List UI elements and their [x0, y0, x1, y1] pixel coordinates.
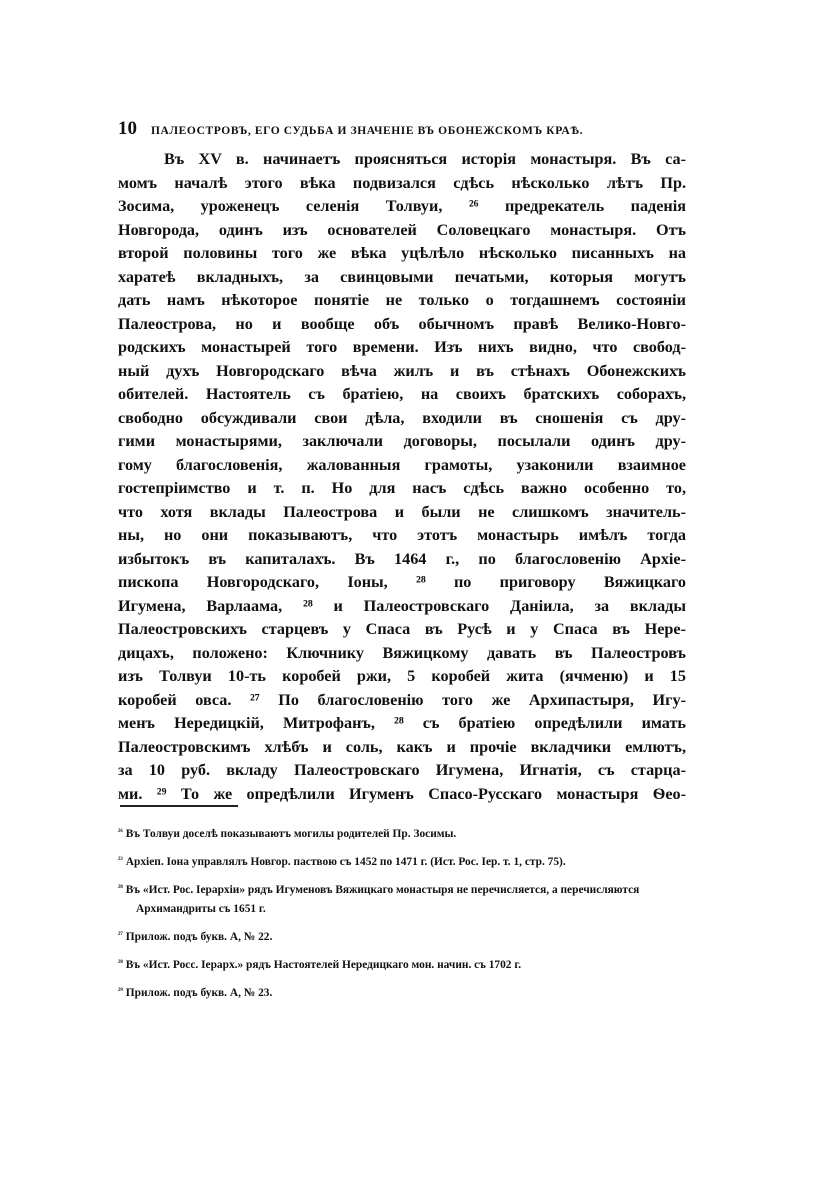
text-line: момъ началѣ этого вѣка подвизался сдѣсь нѣсколько лѣтъ Пр. [118, 173, 686, 192]
page-number: 10 [118, 118, 137, 139]
text-line: Палеострова, но и вообще объ обычномъ правѣ Велико-Новго- [118, 314, 686, 333]
footnote-number: ²⁹ [118, 986, 123, 995]
footnote-text: Прилож. подъ букв. А, № 22. [125, 931, 273, 943]
text-line: что хотя вклады Палеострова и были не слишкомъ значитель- [118, 502, 686, 521]
text-line: гостепріимство и т. п. Но для насъ сдѣсь важно особенно то, [118, 479, 686, 497]
text-line: ны, но они показываютъ, что этотъ монастырь имѣлъ тогда [118, 526, 686, 544]
footnote-number: ²⁸ [118, 958, 123, 967]
text-line: Палеостровскихъ старцевъ у Спаса въ Русѣ и у Спаса въ Нере- [118, 620, 686, 638]
footnote-text: Прилож. подъ букв. А, № 23. [125, 987, 273, 999]
text-line: ми. ²⁹ То же опредѣлили Игуменъ Спасо-Русскаго монастыря Ѳео- [118, 784, 686, 803]
text-line: Игумена, Варлаама, ²⁸ и Палеостровскаго Даніила, за вклады [118, 596, 686, 615]
text-line: обителей. Настоятель съ братіею, на своихъ братскихъ соборахъ, [118, 385, 686, 403]
text-line: пископа Новгородскаго, Іоны, ²⁸ по приговору Вяжицкаго [118, 573, 686, 591]
text-line: изъ Толвуи 10-ть коробей ржи, 5 коробей жита (ячменю) и 15 [118, 667, 686, 685]
text-line: коробей овса. ²⁷ По благословенію того же Архипастыря, Игу- [118, 690, 686, 709]
text-line: менъ Нередицкій, Митрофанъ, ²⁸ съ братіею опредѣлили имать [118, 714, 686, 732]
footnote [118, 822, 688, 844]
footnote-number: ²⁶ [118, 827, 123, 836]
text-line: Палеостровскимъ хлѣбъ и соль, какъ и прочіе вкладчики емлютъ, [118, 737, 686, 756]
text-line: харатеѣ вкладныхъ, за свинцовыми печатьми, которыя могутъ [118, 267, 686, 286]
footnote [118, 878, 688, 919]
text-line: Зосима, уроженецъ селенія Толвуи, ²⁶ предрекатель паденія [118, 197, 686, 215]
footnote-number: ²⁷ [118, 930, 123, 939]
footnotes [118, 822, 688, 1009]
text-line: дицахъ, положено: Ключнику Вяжицкому давать въ Палеостровъ [118, 643, 686, 662]
footnote-text: Архіеп. Іона управлялъ Новгор. паствою съ 1452 по 1471 г. (Ист. Рос. Іер. т. 1, стр. 75). [125, 856, 566, 868]
text-line: за 10 руб. вкладу Палеостровскаго Игумена, Игнатія, съ старца- [118, 761, 686, 779]
text-line: Новгорода, одинъ изъ основателей Соловецкаго монастыря. Отъ [118, 220, 686, 239]
text-line: свободно обсуждивали свои дѣла, входили въ сношенія съ дру- [118, 408, 686, 427]
text-line: ный духъ Новгородскаго вѣча жилъ и въ стѣнахъ Обонежскихъ [118, 361, 686, 380]
footnote-text: Въ «Ист. Рос. Іерархіи» рядъ Игуменовъ Вяжицкаго монастыря не перечисляется, а перечисляются Архимандриты съ 1651 г. [125, 884, 640, 915]
text-line: гими монастырями, заключали договоры, посылали одинъ дру- [118, 432, 686, 450]
text-line: избытокъ въ капиталахъ. Въ 1464 г., по благословенію Архіе- [118, 549, 686, 568]
text-line: гому благословенія, жалованныя грамоты, узаконили взаимное [118, 455, 686, 474]
text-line: родскихъ монастырей того времени. Изъ нихъ видно, что свобод- [118, 338, 686, 356]
footnote-number: ²⁸ [118, 883, 123, 892]
footnote-divider [120, 805, 238, 807]
running-title: ПАЛЕОСТРОВЪ, ЕГО СУДЬБА И ЗНАЧЕНІЕ ВЪ ОБОНЕЖСКОМЪ КРАѢ. [151, 125, 584, 137]
page-header [118, 118, 678, 140]
footnote [118, 981, 688, 1003]
footnote [118, 925, 688, 947]
footnote [118, 850, 688, 872]
text-line: Въ XV в. начинаетъ проясняться исторія монастыря. Въ са- [164, 150, 686, 168]
main-text [118, 148, 686, 806]
text-line: дать намъ нѣкоторое понятіе не только о тогдашнемъ состояніи [118, 291, 686, 309]
text-line: второй половины того же вѣка уцѣлѣло нѣсколько писанныхъ на [118, 244, 686, 262]
footnote [118, 953, 688, 975]
footnote-text: Въ «Ист. Росс. Іерарх.» рядъ Настоятелей Нередицкаго мон. начин. съ 1702 г. [125, 959, 522, 971]
footnote-text: Въ Толвуи доселѣ показываютъ могилы родителей Пр. Зосимы. [125, 828, 457, 840]
footnote-number: ²³ [118, 855, 123, 864]
